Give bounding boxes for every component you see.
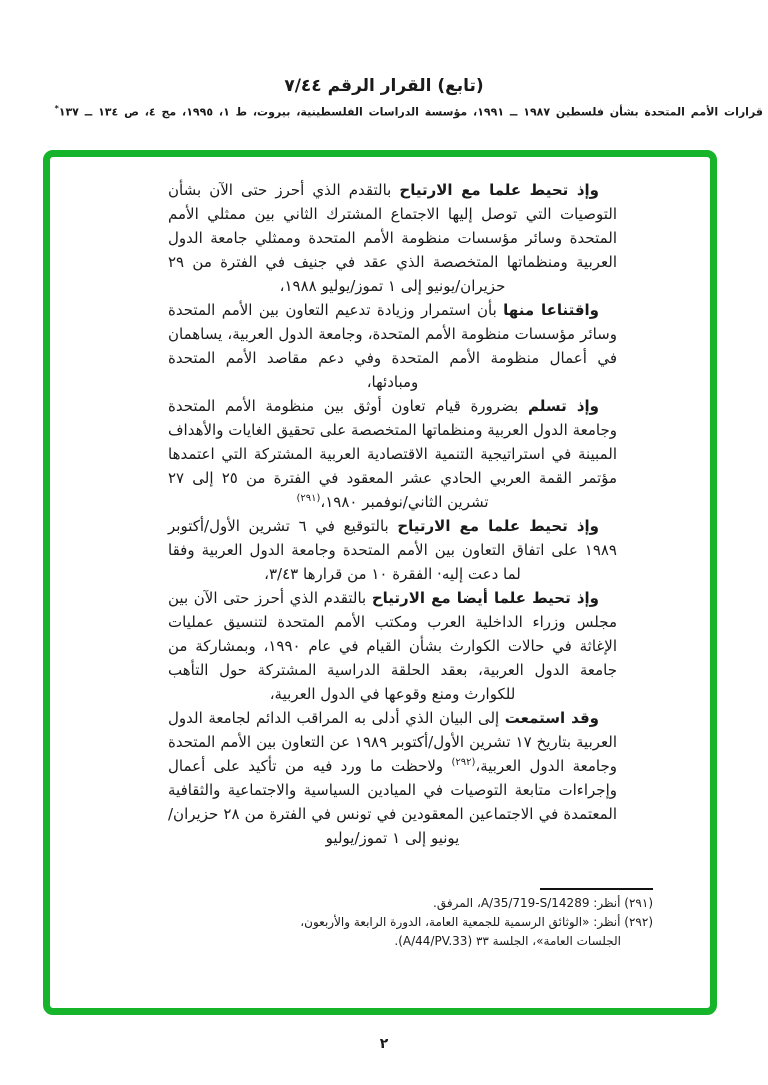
resolution-text [50, 157, 710, 850]
paragraph-lead: وإذ تحيط علما مع الارتياح [397, 517, 600, 535]
paragraph [168, 706, 617, 850]
paragraph-body: بالتوقيع في ٦ تشرين الأول/أكتوبر ١٩٨٩ على اتفاق التعاون بين الأمم المتحدة وجامعة الدول العربية وفقا لما دعت إليه· الفقرة ١٠ من قرارها ٣/٤٣، [168, 517, 617, 583]
footnote-ref-292: (٢٩٢) [451, 757, 476, 768]
footnote-separator [540, 888, 653, 890]
footnote-ref-291: (٢٩١) [296, 493, 321, 504]
paragraph [168, 298, 617, 394]
paragraph [168, 394, 617, 514]
page-number: ٢ [379, 1036, 389, 1052]
paragraph-body: بضرورة قيام تعاون أوثق بين منظومة الأمم المتحدة وجامعة الدول العربية ومنظماتها المتخصصة على تحقيق الغايات والأهداف المبينة في استراتيجية التنمية الاقتصادية العربية المشتركة التي اعتمدها مؤتمر القمة العربي الحادي عشر المعقود في الفترة من ٢٥ إلى ٢٧ تشرين الثاني/نوفمبر ١٩٨٠، [168, 397, 617, 511]
source-citation [0, 104, 765, 119]
footnotes [253, 894, 653, 951]
paragraph-lead: وإذ تحيط علما مع الارتياح [399, 181, 599, 199]
paragraph-lead: وإذ تحيط علما أيضا مع الارتياح [371, 589, 600, 607]
paragraph [168, 586, 617, 706]
source-citation-text: قرارات الأمم المتحدة بشأن فلسطين ١٩٨٧ ــ ١٩٩١، مؤسسة الدراسات الفلسطينية، بيروت، ط ١، ١٩٩٥، مج ٤، ص ١٣٤ ــ ١٣٧ [58, 105, 763, 119]
paragraph-body: بالتقدم الذي أحرز حتى الآن بشأن التوصيات التي توصل إليها الاجتماع المشترك الثاني بين ممثلي الأمم المتحدة وسائر مؤسسات منظومة الأمم المتحدة وممثلي جامعة الدول العربية ومنظماتها المتخصصة الذي عقد في جنيف في الفترة من ٢٩ حزيران/يونيو إلى ١ تموز/يوليو ١٩٨٨، [168, 181, 617, 295]
paragraph [168, 178, 617, 298]
source-note-mark: * [54, 104, 59, 113]
paragraph-lead: وإذ تسلم [527, 397, 600, 415]
green-frame [43, 150, 717, 1015]
paragraph-lead: واقتناعا منها [503, 301, 599, 319]
paragraph-body: بالتقدم الذي أحرز حتى الآن بين مجلس وزراء الداخلية العرب ومكتب الأمم المتحدة لتنسيق عمليات الإغاثة في حالات الكوارث بشأن القيام في عام ١٩٩٠، وبمشاركة من جامعة الدول العربية، بعقد الحلقة الدراسية المشتركة حول التأهب للكوارث ومنع وقوعها في الدول العربية، [168, 589, 617, 703]
paragraph-body: ولاحظت ما ورد فيه من تأكيد على أعمال وإجراءات متابعة التوصيات في الميادين السياسية والاجتماعية والثقافية المعتمدة في الاجتماعين المعقودين في تونس في الفترة من ٢٨ حزيران/يونيو إلى ١ تموز/يوليو [168, 757, 617, 847]
page-title: (تابع) القرار الرقم ٧/٤٤ [284, 76, 484, 96]
footnote-291: (٢٩١) أنظر: A/35/719-S/14289، المرفق. [433, 896, 653, 910]
paragraph-lead: وقد استمعت [504, 709, 599, 727]
paragraph-body: إلى البيان الذي أدلى به المراقب الدائم لجامعة الدول العربية بتاريخ ١٧ تشرين الأول/أكتوبر ١٩٨٩ عن التعاون بين الأمم المتحدة وجامعة الدول العربية، [168, 709, 618, 775]
footnote-292: (٢٩٢) أنظر: «الوثائق الرسمية للجمعية العامة، الدورة الرابعة والأربعون، الجلسات العامة»، الجلسة ٣٣ (A/44/PV.33). [300, 915, 653, 948]
paragraph-body: بأن استمرار وزيادة تدعيم التعاون بين الأمم المتحدة وسائر مؤسسات منظومة الأمم المتحدة، وجامعة الدول العربية، يساهمان في أعمال منظومة الأمم المتحدة وفي دعم مقاصد الأمم المتحدة ومبادئها، [168, 301, 617, 391]
paragraph [168, 514, 617, 586]
